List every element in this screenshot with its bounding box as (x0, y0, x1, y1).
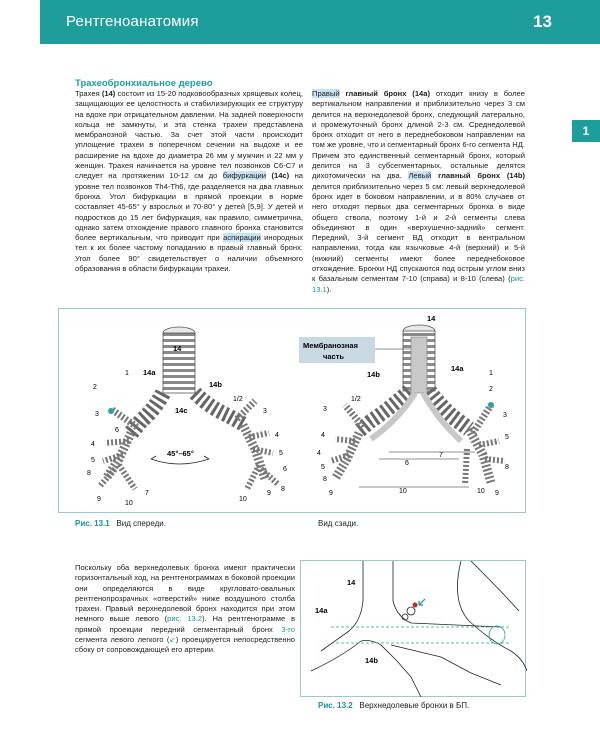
label-seg: 2 (93, 384, 97, 391)
left-term: Левый (408, 171, 432, 181)
label-seg: 1/2 (351, 396, 361, 403)
label-seg: 1 (125, 370, 129, 377)
label-right-main-lateral: 14a (315, 606, 328, 615)
label-membranous-2: часть (323, 352, 344, 361)
label-seg: 9 (495, 490, 499, 497)
label-seg: 5 (321, 464, 325, 471)
label-seg: 8 (87, 470, 91, 477)
label-seg: 10 (125, 500, 133, 507)
label-seg: 4 (91, 441, 95, 448)
label-seg: 3 (503, 412, 507, 419)
label-angle: 45°–65° (167, 449, 194, 458)
label-seg: 1/2 (233, 396, 243, 403)
label-seg: 10 (399, 488, 407, 495)
label-seg: 6 (115, 427, 119, 434)
label-seg: 5 (91, 457, 95, 464)
label-seg: 4 (317, 450, 321, 457)
figure-13-1 (58, 308, 526, 513)
label-seg: 10 (239, 496, 247, 503)
label-seg: 8 (281, 486, 285, 493)
figure-link[interactable]: рис. 13.1 (312, 274, 525, 294)
back-view (299, 314, 509, 497)
label-seg: 3 (95, 411, 99, 418)
label-right-main-back: 14a (451, 364, 464, 373)
label-seg: 8 (505, 464, 509, 471)
label-trachea-front: 14 (173, 344, 182, 353)
label-left-main-lateral: 14b (365, 656, 378, 665)
bottom-paragraph: Поскольку оба верхнедолевых бронха имеют практически горизонтальный ход, на рентгенограммах в боковой проекции они определяются в виде кругловато-овальных рентгенопрозрачных «отверстий» ниже воздушного столба трахеи. Правый верхнедолевой бронх находится при этом немного выше левого (рис. 13.2). На рентгенограмме в прямой проекции передний сегментарный бронх 3-го сегмента левого легкого (↙) проецируется непосредственно сбоку от сопровождающей его артерии. (75, 563, 296, 655)
section-title: Трахеобронхиальное дерево (75, 78, 213, 89)
front-view (87, 327, 287, 507)
label-seg: 9 (267, 490, 271, 497)
label-trachea-lateral: 14 (347, 578, 356, 587)
figure-13-1-caption-back: Вид сзади. (318, 519, 359, 528)
label-trachea-back: 14 (427, 314, 436, 323)
label-seg: 9 (329, 490, 333, 497)
label-seg: 9 (97, 496, 101, 503)
figure-13-2-caption: Рис. 13.2 Верхнедолевые бронхи в БП. (318, 701, 470, 710)
label-left-main-front: 14b (209, 380, 222, 389)
label-seg: 8 (323, 476, 327, 483)
page-header (40, 0, 600, 44)
bronchial-tree-diagram (59, 309, 527, 514)
right-term: Правый (312, 89, 340, 98)
header-title: Рентгеноанатомия (66, 13, 199, 30)
label-seg: 4 (275, 432, 279, 439)
label-seg: 7 (145, 490, 149, 497)
label-seg: 6 (283, 466, 287, 473)
label-seg: 5 (279, 450, 283, 457)
chapter-tab: 1 (572, 120, 600, 142)
figure-13-2 (300, 560, 526, 697)
bifurcation-term: бифуркации (222, 171, 267, 181)
label-seg: 4 (321, 432, 325, 439)
label-seg: 7 (439, 452, 443, 459)
page-number: 13 (533, 12, 552, 31)
label-membranous: Мембранозная (303, 341, 358, 350)
arrow-symbol: ↙ (169, 635, 176, 645)
label-seg: 10 (477, 488, 485, 495)
label-carina-front: 14c (175, 406, 188, 415)
right-column-text: Правый главный бронх (14a) отходит книзу в более вертикальном направлении и приблизительно через 3 см делится на верхнедолевой бронх, следующий латерально, и промежуточный бронх длиной 2-3 см. Среднедолевой бронх отходит от него в переднебоковом направлении на том же уровне, что и сегментарный бронх 6-го сегмента НД. Причем это единственный сегментарный бронх, который делится на 3 субсегментарных, остальные делятся дихотомически на два. Левый главный бронх (14b) делится приблизительно через 5 см: левый верхнедолевой бронх идет в боковом направлении, и в 80% случаев от него отходят первых два сегментарных бронха в виде общего ствола, поэтому 1-й и 2-й сегменты слева объединяют в один «верхушечно-задний» сегмент. Передний, 3-й сегмент ВД отходит в вентральном направлении, тогда как язычковые 4-й (верхний) и 5-й (нижний) сегменты имеют более переднебоковое отхождение. Бронхи НД спускаются под острым углом вниз к базальным сегментам 7-10 (справа) и 8-10 (слева) (рис. 13.1). (312, 89, 525, 294)
label-seg: 2 (489, 386, 493, 393)
label-seg: 6 (405, 460, 409, 467)
label-left-main-back: 14b (367, 370, 380, 379)
label-seg: 5 (505, 434, 509, 441)
figure-link-13-2[interactable]: рис. 13.2 (167, 614, 203, 624)
label-seg: 3 (263, 408, 267, 415)
aspiration-term: аспирации (223, 233, 261, 243)
label-right-main-front: 14a (143, 368, 156, 377)
label-seg: 1 (489, 370, 493, 377)
label-seg: 3 (323, 406, 327, 413)
lateral-view-diagram (301, 561, 527, 698)
figure-13-1-caption-front: Рис. 13.1 Вид спереди. (75, 519, 166, 528)
left-column-text: Трахея (14) состоит из 15-20 подковообразных хрящевых колец, защищающих ее целостность и стабилизирующих ее структуру на вдохе при отрицательном давлении. На задней поверхности кольца не замкнуты, и эта стенка трахеи представлена мембранозной частью. За счет этой части происходит уплощение трахеи в поперечном сечении на выдохе и ее расширение на вдохе до диаметра 26 мм у мужчин и 22 мм у женщин. Трахея начинается на уровне тел позвонков С6-С7 и следует на протяжении 10-12 см до бифуркации (14c) на уровне тел позвонков Th4-Th6, где разделяется на два главных бронха. Угол бифуркации в прямой проекции в норме составляет 45-65° у взрослых и 70-80° у детей [5,9]. У детей и подростков до 15 лет бифуркация, как правило, симметрична, однако затем отхождение правого главного бронха становится более вертикальным, что приводит при аспирации инородных тел к их более частому попаданию в правый главный бронх. Угол более 90° свидетельствует о наличии объемного образования в области бифуркации трахеи. (75, 89, 303, 274)
